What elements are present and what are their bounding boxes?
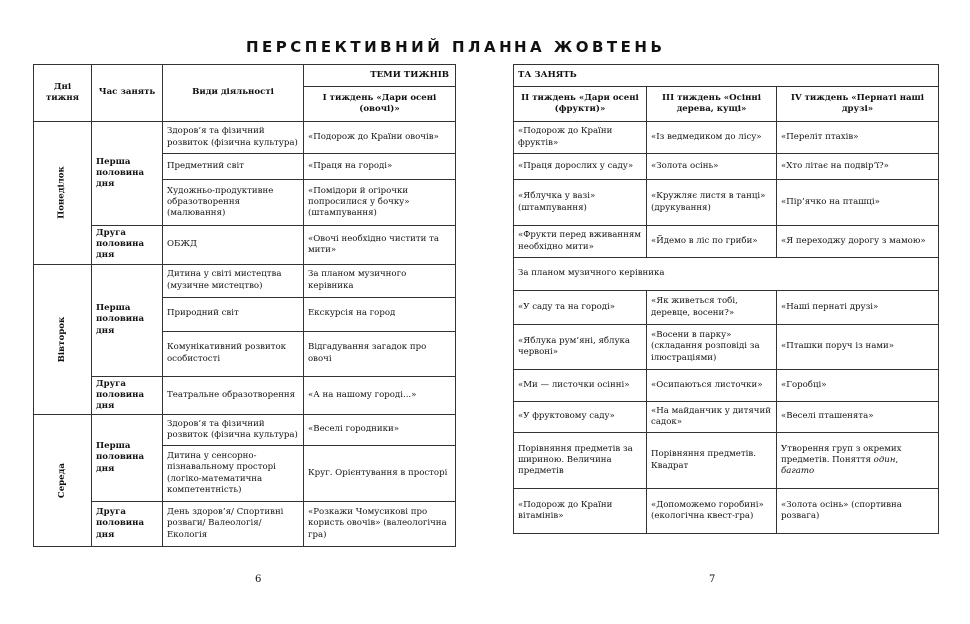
week1-cell: Відгадування загадок про овочі <box>304 331 456 376</box>
activity-cell: Комунікативний розвиток особистості <box>163 331 304 376</box>
activity-cell: Здоров’я та фізичний розвиток (фізична культура) <box>163 122 304 154</box>
half-first: Перша половина дня <box>92 415 163 502</box>
half-second: Друга половина дня <box>92 226 163 265</box>
week3-cell: «Йдемо в ліс по гриби» <box>647 226 777 258</box>
week1-cell: «А на нашому городі...» <box>304 376 456 415</box>
activity-cell: Дитина у світі мистецтва (музичне мистецтво) <box>163 264 304 297</box>
week2-cell: «У саду та на городі» <box>514 291 647 325</box>
week2-cell: «Фрукти перед вживанням необхідно мити» <box>514 226 647 258</box>
week2-cell: «Подорож до Країни фруктів» <box>514 122 647 154</box>
header-week3: ІІІ тиждень «Осінні дерева, кущі» <box>647 87 777 122</box>
activity-cell: Здоров’я та фізичний розвиток (фізична культура) <box>163 415 304 446</box>
week1-cell: «Розкажи Чомусикові про користь овочів» (валеологічна гра) <box>304 502 456 547</box>
header-week1: І тиждень «Дари осені (овочі)» <box>304 87 456 122</box>
week2-cell: «Праця дорослих у саду» <box>514 154 647 180</box>
week2-cell: Порівняння предметів за шириною. Величина предметів <box>514 433 647 489</box>
week3-cell: «Осипаються листочки» <box>647 370 777 402</box>
header-week4: IV тиждень «Пернаті наші друзі» <box>777 87 939 122</box>
half-first: Перша половина дня <box>92 122 163 226</box>
week3-cell: «Із ведмедиком до лісу» <box>647 122 777 154</box>
page-number-right: 7 <box>709 574 716 585</box>
week3-cell: «Допоможемо горобині» (екологічна квест-гра) <box>647 489 777 534</box>
week4-cell: «Горобці» <box>777 370 939 402</box>
plan-table-left <box>33 64 456 547</box>
week1-cell: Екскурсія на город <box>304 297 456 331</box>
week1-cell: «Подорож до Країни овочів» <box>304 122 456 154</box>
half-first: Перша половина дня <box>92 264 163 376</box>
day-tuesday: Вівторок <box>34 264 92 415</box>
week2-cell: «У фруктовому саду» <box>514 402 647 433</box>
week3-cell: Порівняння предметів. Квадрат <box>647 433 777 489</box>
week1-cell: Круг. Орієнтування в просторі <box>304 446 456 502</box>
activity-cell: Дитина у сенсорно-пізнавальному просторі (логіко-математична компетентність) <box>163 446 304 502</box>
half-second: Друга половина дня <box>92 502 163 547</box>
week3-cell: «Золота осінь» <box>647 154 777 180</box>
activity-cell: Предметний світ <box>163 154 304 180</box>
week3-cell: «На майданчик у дитячий садок» <box>647 402 777 433</box>
header-themes: ТЕМИ ТИЖНІВ <box>304 65 456 87</box>
header-activity: Види діяльності <box>163 65 304 122</box>
week4-cell: «Веселі пташенята» <box>777 402 939 433</box>
page-title-left: ПЕРСПЕКТИВНИЙ ПЛАН <box>246 38 516 56</box>
header-ta-zanyat: ТА ЗАНЯТЬ <box>514 65 939 87</box>
week4-cell <box>777 433 939 489</box>
week2-cell: «Ми — листочки осінні» <box>514 370 647 402</box>
plan-table-right <box>513 64 939 534</box>
activity-cell: Художньо-продуктивне образотворення (малювання) <box>163 180 304 226</box>
header-week2: ІІ тиждень «Дари осені (фрукти)» <box>514 87 647 122</box>
week4-em-one: один <box>873 454 896 465</box>
week1-cell: За планом музичного керівника <box>304 264 456 297</box>
week3-cell: «Восени в парку» (складання розповіді за ілюстраціями) <box>647 325 777 370</box>
day-wednesday: Середа <box>34 415 92 547</box>
activity-cell: Природний світ <box>163 297 304 331</box>
week4-cell: «Золота осінь» (спортивна розвага) <box>777 489 939 534</box>
week1-cell: «Праця на городі» <box>304 154 456 180</box>
week1-cell: «Помідори й огірочки попросилися у бочку» (штампування) <box>304 180 456 226</box>
day-monday: Понеділок <box>34 122 92 265</box>
header-time: Час занять <box>92 65 163 122</box>
week1-cell: «Овочі необхідно чистити та мити» <box>304 226 456 265</box>
week4-em-many: багато <box>781 466 815 477</box>
week4-cell: «Я переходжу дорогу з мамою» <box>777 226 939 258</box>
week3-cell: «Як живеться тобі, деревце, восени?» <box>647 291 777 325</box>
merged-music-cell: За планом музичного керівника <box>514 258 939 291</box>
week4-text: Утворення груп з окремих предметів. Поняття <box>781 443 902 465</box>
week4-cell: «Пташки поруч із нами» <box>777 325 939 370</box>
page-title-right: НА ЖОВТЕНЬ <box>514 38 666 56</box>
week1-cell: «Веселі городники» <box>304 415 456 446</box>
header-day: Дні тижня <box>34 65 92 122</box>
week4-cell: «Хто літає на подвір’ї?» <box>777 154 939 180</box>
week4-cell: «Переліт птахів» <box>777 122 939 154</box>
page-number-left: 6 <box>255 574 262 585</box>
activity-cell: ОБЖД <box>163 226 304 265</box>
week4-cell: «Наші пернаті друзі» <box>777 291 939 325</box>
activity-cell: Театральне образотворення <box>163 376 304 415</box>
week3-cell: «Кружляє листя в танці» (друкування) <box>647 180 777 226</box>
week4-cell: «Пір’ячко на пташці» <box>777 180 939 226</box>
week4-sep: , <box>895 454 899 465</box>
week2-cell: «Яблучка у вазі» (штампування) <box>514 180 647 226</box>
week2-cell: «Яблука рум’яні, яблука червоні» <box>514 325 647 370</box>
week2-cell: «Подорож до Країни вітамінів» <box>514 489 647 534</box>
activity-cell: День здоров’я/ Спортивні розваги/ Валеологія/ Екологія <box>163 502 304 547</box>
half-second: Друга половина дня <box>92 376 163 415</box>
